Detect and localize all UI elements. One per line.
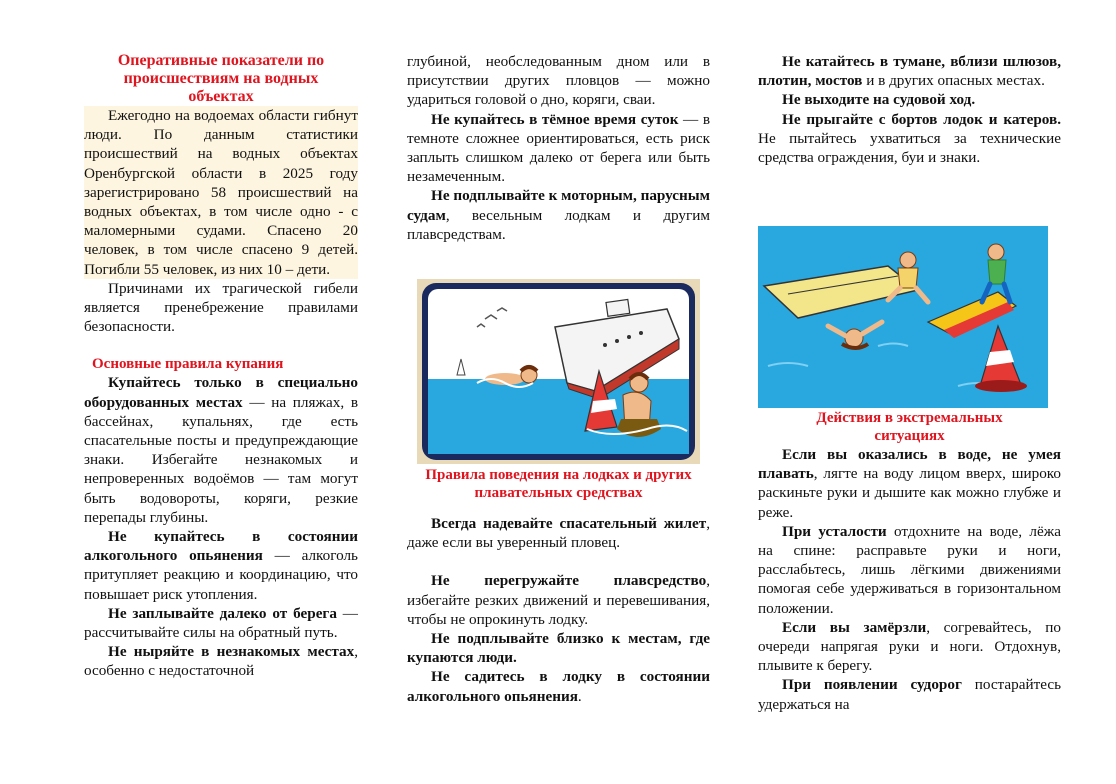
rule-3-text: — рассчитывайте силы на обратный путь.: [84, 604, 358, 642]
boat-illustration: [758, 226, 1048, 408]
rule-4-continued: глубиной, необследованным дном или в присутствии других пловцов — можно удариться головой о дно, коряги, сваи.: [407, 53, 710, 109]
rule-1-text: — на пляжах, в бассейнах, купальнях, где есть спасательные посты и предупреждающие знаки. Избегайте незнакомых и непроверенных водоёмов — там могут быть водовороты, коряги, резкие перепады глубины.: [84, 393, 358, 526]
extreme-1-text: , лягте на воду лицом вверх, широко раскиньте руки и дышите как можно глубже и реже.: [758, 465, 1061, 521]
column-2-lower: [407, 466, 710, 706]
boat-rule-4-bold: Не садитесь в лодку в состоянии алкогольного опьянения: [407, 668, 710, 705]
rule-2-text: — алкоголь притупляет реакцию и координацию, что повышает риск утопления.: [84, 547, 358, 603]
stats-title: Оперативные показатели по происшествиям на водных объектах: [117, 52, 325, 105]
swimming-illustration: [417, 279, 700, 464]
boat-rule-1-bold: Всегда надевайте спасательный жилет: [431, 515, 707, 532]
rule-2-bold: Не купайтесь в состоянии алкогольного опьянения: [84, 528, 358, 565]
caution-3: [758, 110, 1061, 168]
caution-1-bold: Не катайтесь в тумане, вблизи шлюзов, плотин, мостов: [758, 53, 1061, 90]
rule-5: [407, 110, 710, 187]
rules-heading: Основные правила купания: [92, 356, 284, 373]
extreme-2: [758, 522, 1061, 618]
boat-rule-2-text: , избегайте резких движений и перевешивания, чтобы не опрокинуть лодку.: [407, 572, 710, 628]
extreme-4-text: постарайтесь удержаться на: [758, 676, 1062, 713]
boat-rule-2-bold: Не перегружайте плавсредство: [431, 572, 707, 590]
column-1: [84, 0, 358, 681]
rule-5-text: — в темноте сложнее ориентироваться, есть риск заплыть слишком далеко от берега или быть незамеченным.: [407, 110, 711, 186]
extreme-2-text: отдохните на воде, лёжа на спине: расправьте руки и ноги, расслабьтесь, лишь лёгкими движениями помогая себе удерживаться в горизонтальном положении.: [758, 522, 1061, 617]
boat-rule-1-text: , даже если вы уверенный пловец.: [407, 515, 710, 552]
rule-1: [84, 373, 358, 527]
extreme-4-bold: При появлении судорог: [782, 676, 962, 694]
rule-6-bold: Не подплывайте к моторным, парусным судам: [407, 187, 710, 224]
rule-3-bold: Не заплывайте далеко от берега: [108, 604, 337, 622]
rule-4-bold: Не ныряйте в незнакомых местах: [108, 643, 355, 661]
caution-1-text: и в других опасных местах.: [862, 72, 1045, 90]
extreme-heading: Действия в экстремальных ситуациях: [816, 410, 1003, 444]
rule-6-text: , весельным лодкам и другим плавсредствам.: [407, 206, 710, 243]
rule-4-text: , особенно с недостаточной: [84, 643, 358, 680]
boat-rule-3: [407, 629, 710, 667]
caution-2: [758, 90, 1061, 109]
boat-rule-4: [407, 667, 710, 705]
extreme-3: [758, 618, 1061, 676]
extreme-4: [758, 675, 1061, 713]
boat-rule-3-bold: Не подплывайте близко к местам, где купаются люди.: [407, 630, 710, 667]
boat-rule-1: [407, 514, 710, 552]
extreme-2-bold: При усталости: [782, 522, 887, 540]
column-3-lower: [758, 409, 1061, 714]
column-2: [407, 52, 710, 244]
caution-3-text: Не пытайтесь ухватиться за технические средства ограждения, буи и знаки.: [758, 129, 1061, 167]
rule-3: [84, 604, 358, 642]
rule-2: [84, 527, 358, 604]
rule-6: [407, 186, 710, 244]
extreme-1-bold: Если вы оказались в воде, не умея плавать: [758, 446, 1061, 483]
caution-2-bold: Не выходите на судовой ход.: [782, 91, 976, 109]
boats-heading: Правила поведения на лодках и других плавательных средствах: [425, 467, 692, 501]
extreme-3-bold: Если вы замёрзли: [782, 618, 927, 636]
caution-3-bold: Не прыгайте с бортов лодок и катеров.: [782, 110, 1061, 128]
extreme-1: [758, 445, 1061, 522]
rule-5-bold: Не купайтесь в тёмное время суток: [431, 110, 679, 128]
caution-1: [758, 52, 1061, 90]
column-3: [758, 52, 1061, 167]
stats-paragraph: Ежегодно на водоемах области гибнут люди. По данным статистики происшествий на водных объектах Оренбургской области в 2025 году зарегистрировано 58 происшествий на водных объектах, в том числе одно - с маломерными судами. Спасено 20 человек, в том числе спасено 9 детей. Погибли 55 человек, из них 10 – дети.: [84, 107, 358, 278]
rule-4: [84, 642, 358, 680]
rule-1-bold: Купайтесь только в специально оборудованных местах: [84, 374, 358, 411]
causes-paragraph: Причинами их трагической гибели является пренебрежение правилами безопасности.: [84, 279, 358, 336]
extreme-3-text: , согревайтесь, по очереди напрягая руки и ноги. Отдохнув, плывите к берегу.: [758, 618, 1061, 675]
boat-rule-4-text: .: [577, 687, 582, 705]
boat-rule-2: [407, 571, 710, 629]
